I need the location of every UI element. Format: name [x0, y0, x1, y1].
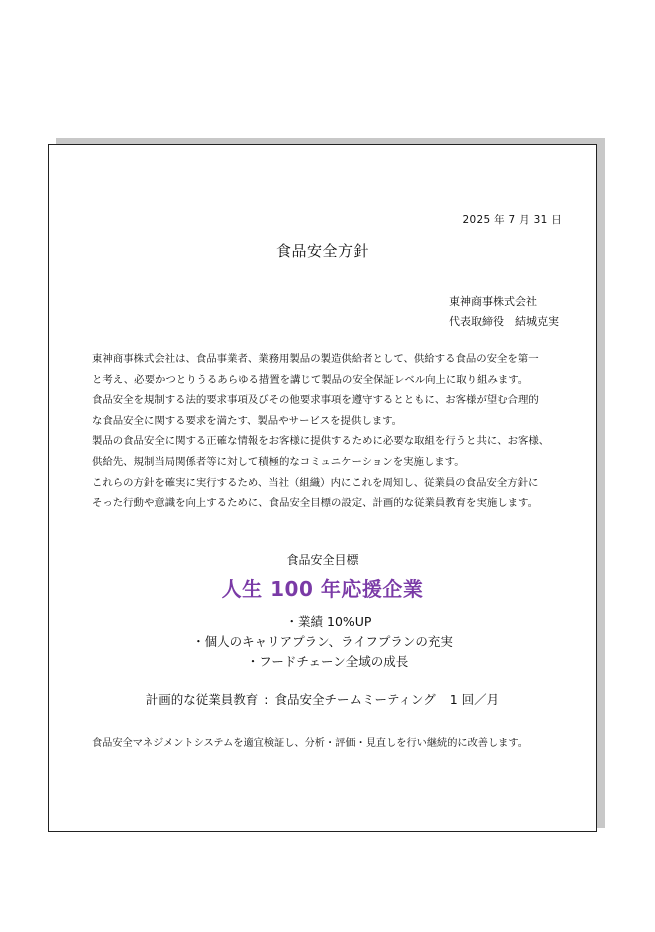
goal-item: ・フードチェーン全域の成長 — [246, 654, 409, 669]
body-line: 食品安全を規制する法的要求事項及びその他要求事項を遵守するとともに、お客様が望む合理的 — [92, 394, 539, 407]
training-content: 食品安全チームミーティング — [274, 692, 436, 707]
training-frequency: 1 回／月 — [449, 692, 500, 707]
policy-body — [92, 349, 572, 514]
company-block — [449, 292, 559, 332]
document-page — [48, 144, 597, 832]
company-name: 東神商事株式会社 — [449, 295, 537, 308]
goals-slogan: 人生 100 年応援企業 — [221, 577, 424, 601]
goal-item: ・業績 10%UP — [285, 614, 372, 629]
training-separator: : — [264, 692, 269, 707]
goal-item: ・個人のキャリアプラン、ライフプランの充実 — [192, 634, 453, 649]
goals-list — [49, 612, 596, 672]
closing-statement: 食品安全マネジメントシステムを適宜検証し、分析・評価・見直しを行い継続的に改善します。 — [92, 738, 528, 749]
document-title: 食品安全方針 — [275, 242, 369, 260]
goals-heading: 食品安全目標 — [286, 553, 359, 567]
training-label: 計画的な従業員教育 — [145, 692, 259, 707]
training-line — [49, 690, 596, 708]
body-line: 東神商事株式会社は、食品事業者、業務用製品の製造供給者として、供給する食品の安全を第一 — [92, 353, 539, 365]
body-line: な食品安全に関する要求を満たす、製品やサービスを提供します。 — [92, 414, 403, 427]
body-line: これらの方針を確実に実行するため、当社（組織）内にこれを周知し、従業員の食品安全方針に — [92, 476, 539, 489]
body-line: と考え、必要かつとりうるあらゆる措置を講じて製品の安全保証レベル向上に取り組みます。 — [92, 373, 529, 386]
body-line: 製品の食品安全に関する正確な情報をお客様に提供するために必要な取組を行うと共に、お客様、 — [92, 435, 550, 448]
document-date: 2025 年 7 月 31 日 — [462, 214, 562, 226]
body-line: そった行動や意識を向上するために、食品安全目標の設定、計画的な従業員教育を実施します。 — [92, 497, 538, 510]
body-line: 供給先、規制当局関係者等に対して積極的なコミュニケーションを実施します。 — [92, 455, 465, 468]
company-representative: 代表取締役 結城克実 — [449, 315, 559, 328]
